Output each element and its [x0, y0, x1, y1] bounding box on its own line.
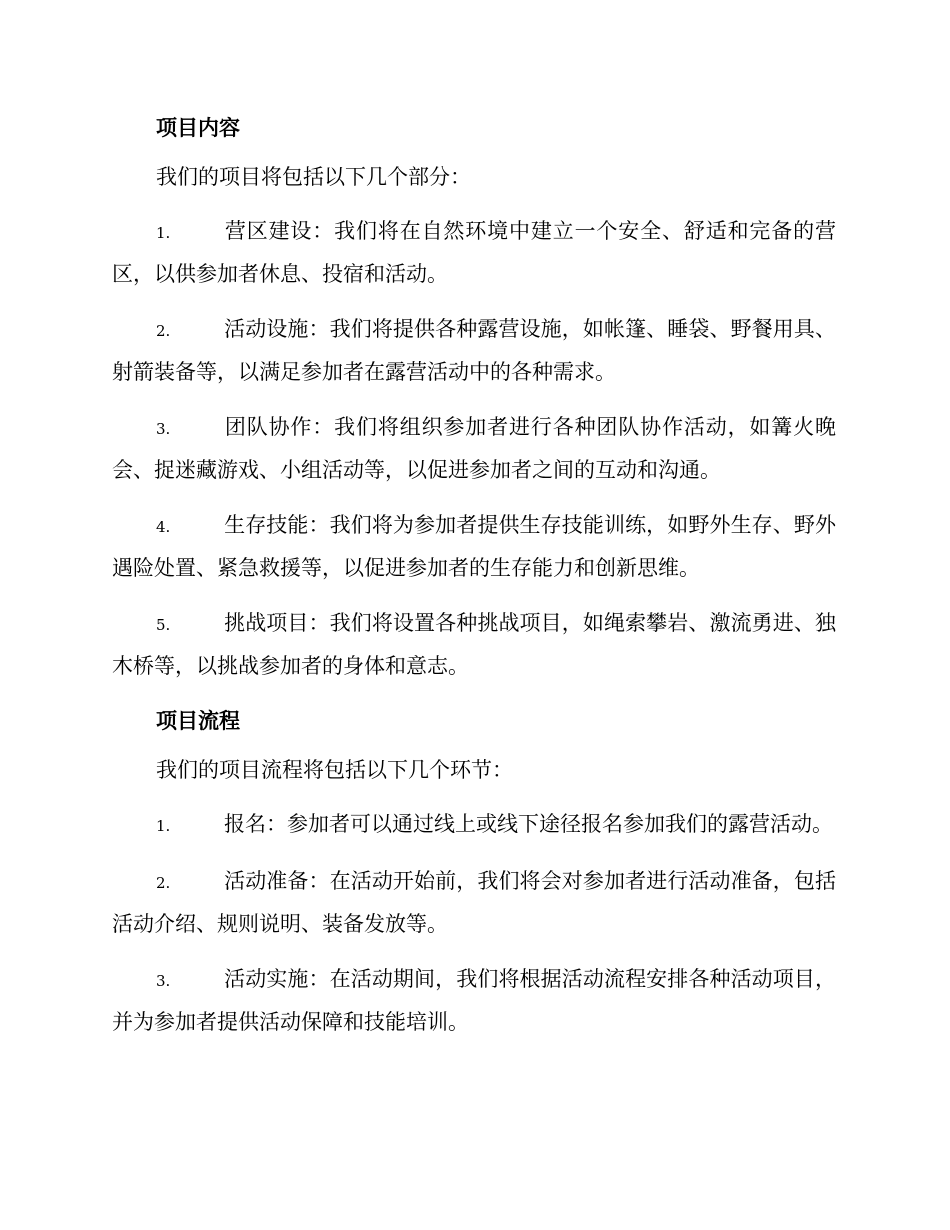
list-item-text: 团队协作：我们将组织参加者进行各种团队协作活动，如篝火晚会、捉迷藏游戏、小组活动等，以促进参加者之间的互动和沟通。 — [112, 415, 836, 482]
list-item-number: 3. — [156, 420, 171, 438]
list-item — [112, 407, 836, 491]
list-item — [112, 211, 836, 295]
list-item-number: 2. — [156, 874, 171, 892]
section-heading-content: 项目内容 — [156, 115, 240, 140]
document-body — [112, 108, 836, 1057]
list-item-text: 报名：参加者可以通过线上或线下途径报名参加我们的露营活动。 — [224, 812, 833, 836]
list-item — [112, 804, 836, 847]
list-item-text: 生存技能：我们将为参加者提供生存技能训练，如野外生存、野外遇险处置、紧急救援等，以促进参加者的生存能力和创新思维。 — [112, 513, 836, 580]
section-intro-process: 我们的项目流程将包括以下几个环节： — [156, 758, 513, 782]
list-item-number: 5. — [156, 616, 171, 634]
list-item — [112, 959, 836, 1043]
list-item-number: 4. — [156, 518, 171, 536]
list-item-text: 活动设施：我们将提供各种露营设施，如帐篷、睡袋、野餐用具、射箭装备等，以满足参加者在露营活动中的各种需求。 — [112, 317, 836, 384]
list-item-text: 挑战项目：我们将设置各种挑战项目，如绳索攀岩、激流勇进、独木桥等，以挑战参加者的身体和意志。 — [112, 611, 836, 678]
list-item-text: 营区建设：我们将在自然环境中建立一个安全、舒适和完备的营区，以供参加者休息、投宿和活动。 — [112, 219, 836, 286]
list-item-number: 2. — [156, 322, 171, 340]
list-item-text: 活动准备：在活动开始前，我们将会对参加者进行活动准备，包括活动介绍、规则说明、装备发放等。 — [112, 869, 836, 936]
list-item — [112, 505, 836, 589]
list-item — [112, 603, 836, 687]
section-heading-process: 项目流程 — [156, 708, 240, 733]
list-item — [112, 309, 836, 393]
list-item-number: 3. — [156, 972, 171, 990]
section-intro-content: 我们的项目将包括以下几个部分： — [156, 165, 471, 189]
list-item-number: 1. — [156, 224, 171, 242]
list-item-text: 活动实施：在活动期间，我们将根据活动流程安排各种活动项目，并为参加者提供活动保障和技能培训。 — [112, 967, 836, 1034]
list-item-number: 1. — [156, 817, 171, 835]
list-item — [112, 861, 836, 945]
